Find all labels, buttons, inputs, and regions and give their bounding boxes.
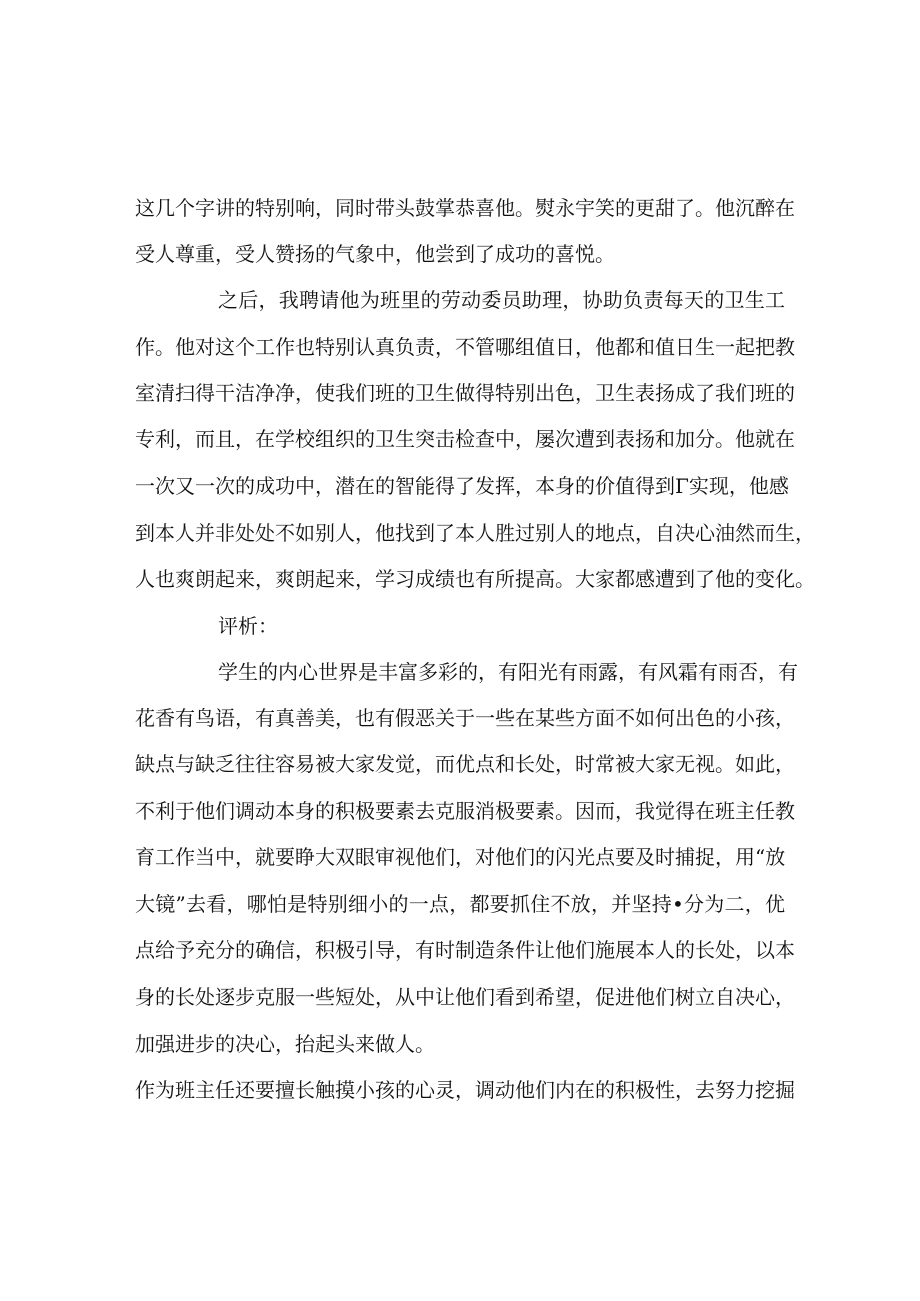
text-line: 受人尊重，受人赞扬的气象中，他尝到了成功的喜悦。 [135,242,615,266]
text-line: 到本人并非处处不如别人，他找到了本人胜过别人的地点，自决心油然而生， [135,521,815,545]
text-line: 缺点与缺乏往往容易被大家发觉，而优点和长处，时常被大家无视。如此， [135,752,795,776]
text-line: 花香有鸟语，有真善美，也有假恶关于一些在某些方面不如何出色的小孩， [135,706,795,730]
text-line: 之后，我聘请他为班里的劳动委员助理，协助负责每天的卫生工 [218,288,785,312]
text-line: 大镜”去看，哪怕是特别细小的一点，都要抓住不放，并坚持•分为二，优 [135,892,785,916]
text-line: 人也爽朗起来，爽朗起来，学习成绩也有所提高。大家都感遭到了他的变化。 [135,567,815,591]
text-line: 作。他对这个工作也特别认真负责，不管哪组值日，他都和值日生一起把教 [135,335,795,359]
text-line: 作为班主任还要擅长触摸小孩的心灵，调动他们内在的积极性，去努力挖掘 [135,1078,795,1102]
text-line: 室清扫得干洁净净，使我们班的卫生做得特别出色，卫生表扬成了我们班的 [135,381,795,405]
text-line: 专利，而且，在学校组织的卫生突击检查中，屡次遭到表扬和加分。他就在 [135,427,795,451]
text-line: 身的长处逐步克服一些短处，从中让他们看到希望，促进他们树立自决心， [135,985,795,1009]
section-heading: 评析： [218,614,278,638]
text-line: 育工作当中，就要睁大双眼审视他们，对他们的闪光点要及时捕捉，用“放 [135,845,786,869]
text-line: 学生的内心世界是丰富多彩的，有阳光有雨露，有风霜有雨否，有 [218,660,798,684]
text-line: 点给予充分的确信，积极引导，有时制造条件让他们施展本人的长处，以本 [135,938,795,962]
text-line: 一次又一次的成功中，潜在的智能得了发挥，本身的价值得到Γ实现，他感 [135,474,789,498]
text-line: 加强进步的决心，抬起头来做人。 [135,1032,435,1056]
text-line: 不利于他们调动本身的积极要素去克服消极要素。因而，我觉得在班主任教 [135,799,795,823]
text-line: 这几个字讲的特别响，同时带头鼓掌恭喜他。熨永宇笑的更甜了。他沉醉在 [135,196,795,220]
